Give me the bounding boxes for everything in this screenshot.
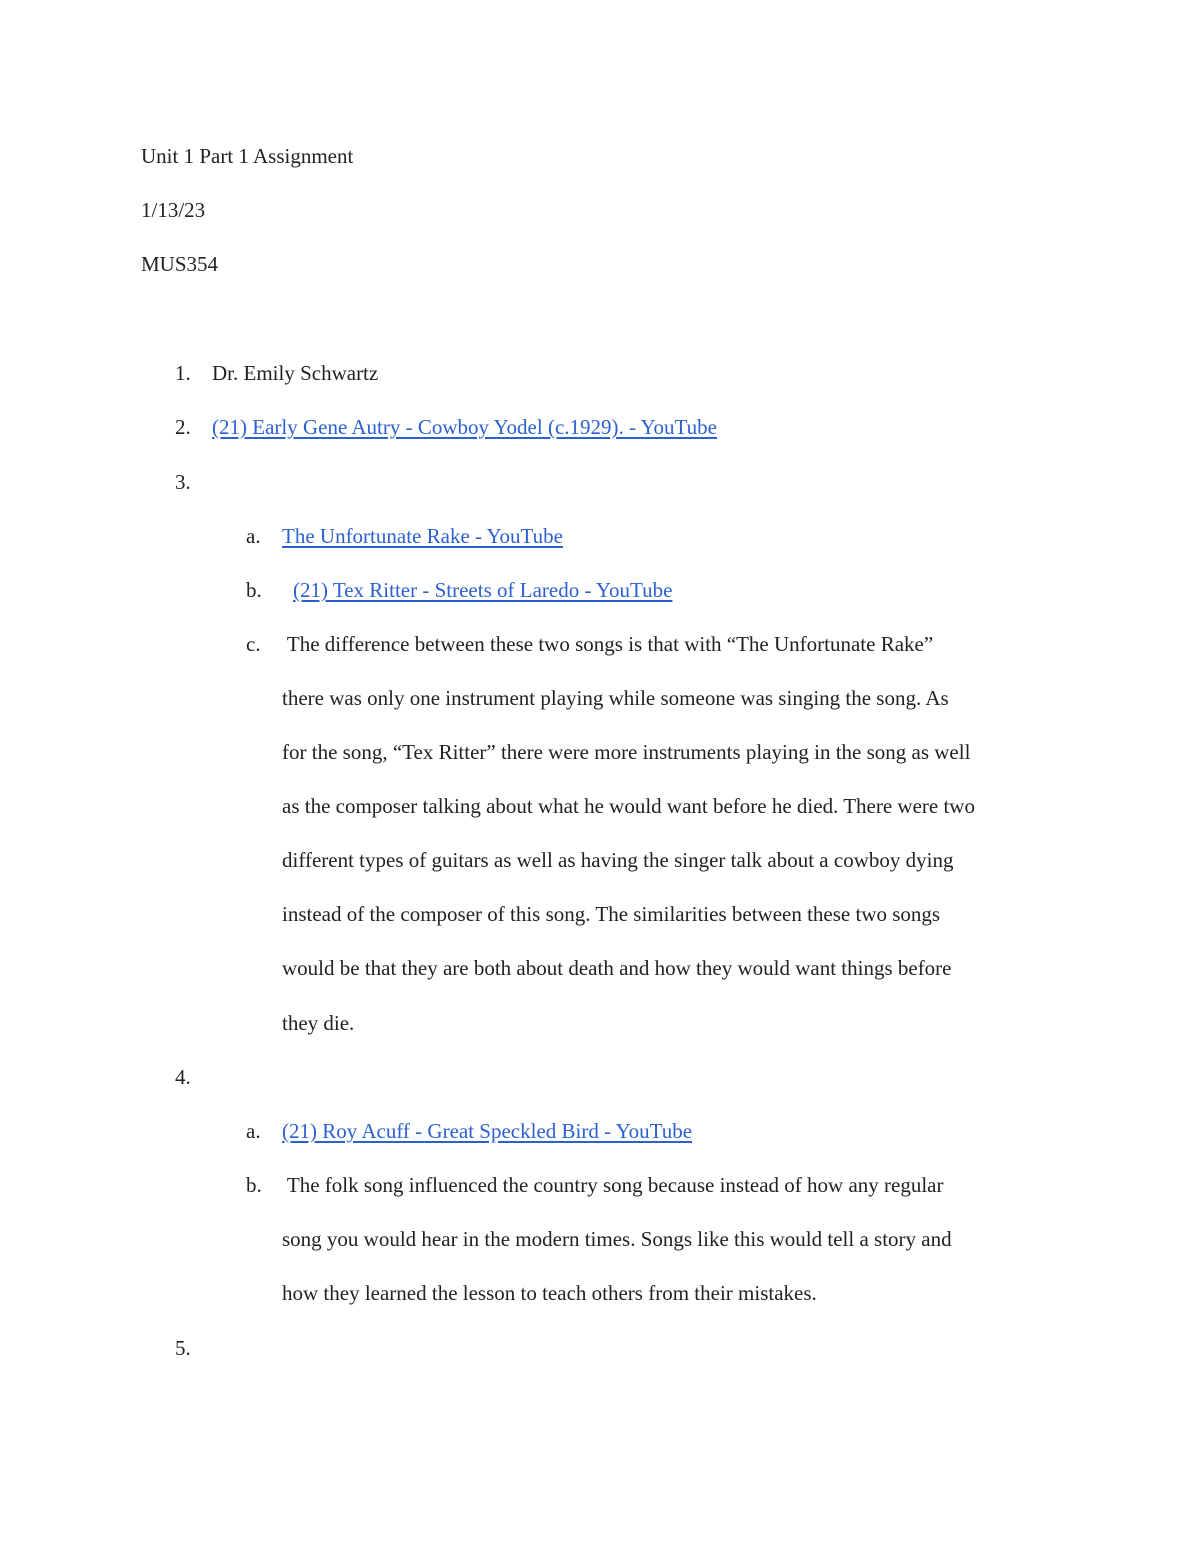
- course-code: MUS354: [141, 252, 219, 276]
- paragraph-3c-line: The difference between these two songs is that with “The Unfortunate Rake”: [282, 632, 934, 656]
- assignment-date: 1/13/23: [141, 198, 206, 222]
- paragraph-3c-line: as the composer talking about what he would want before he died. There were two: [282, 794, 975, 818]
- paragraph-3c-line: for the song, “Tex Ritter” there were more instruments playing in the song as well: [282, 740, 971, 764]
- sub-letter-4b: b.: [246, 1173, 262, 1197]
- roy-acuff-link[interactable]: (21) Roy Acuff - Great Speckled Bird - YouTube: [282, 1119, 693, 1143]
- tex-ritter-link[interactable]: (21) Tex Ritter - Streets of Laredo - YouTube: [293, 578, 673, 602]
- paragraph-4b-line: song you would hear in the modern times. Songs like this would tell a story and: [282, 1227, 952, 1251]
- list-number-5: 5.: [175, 1336, 191, 1360]
- paragraph-3c-line: they die.: [282, 1011, 355, 1035]
- sub-letter-3c: c.: [246, 632, 261, 656]
- instructor-name: Dr. Emily Schwartz: [212, 361, 379, 385]
- paragraph-3c-line: instead of the composer of this song. The similarities between these two songs: [282, 902, 941, 926]
- list-number-1: 1.: [175, 361, 191, 385]
- unfortunate-rake-link[interactable]: The Unfortunate Rake - YouTube: [282, 524, 563, 548]
- paragraph-4b-line: how they learned the lesson to teach others from their mistakes.: [282, 1281, 817, 1305]
- list-number-2: 2.: [175, 415, 191, 439]
- paragraph-3c-line: would be that they are both about death and how they would want things before: [282, 956, 952, 980]
- assignment-title: Unit 1 Part 1 Assignment: [141, 144, 354, 168]
- sub-letter-3b: b.: [246, 578, 262, 602]
- paragraph-3c-line: different types of guitars as well as having the singer talk about a cowboy dying: [282, 848, 954, 872]
- paragraph-3c-line: there was only one instrument playing while someone was singing the song. As: [282, 686, 949, 710]
- gene-autry-link[interactable]: (21) Early Gene Autry - Cowboy Yodel (c.1929). - YouTube: [212, 415, 717, 439]
- list-number-3: 3.: [175, 470, 191, 494]
- paragraph-4b-line: The folk song influenced the country song because instead of how any regular: [282, 1173, 944, 1197]
- sub-letter-4a: a.: [246, 1119, 261, 1143]
- sub-letter-3a: a.: [246, 524, 261, 548]
- list-number-4: 4.: [175, 1065, 191, 1089]
